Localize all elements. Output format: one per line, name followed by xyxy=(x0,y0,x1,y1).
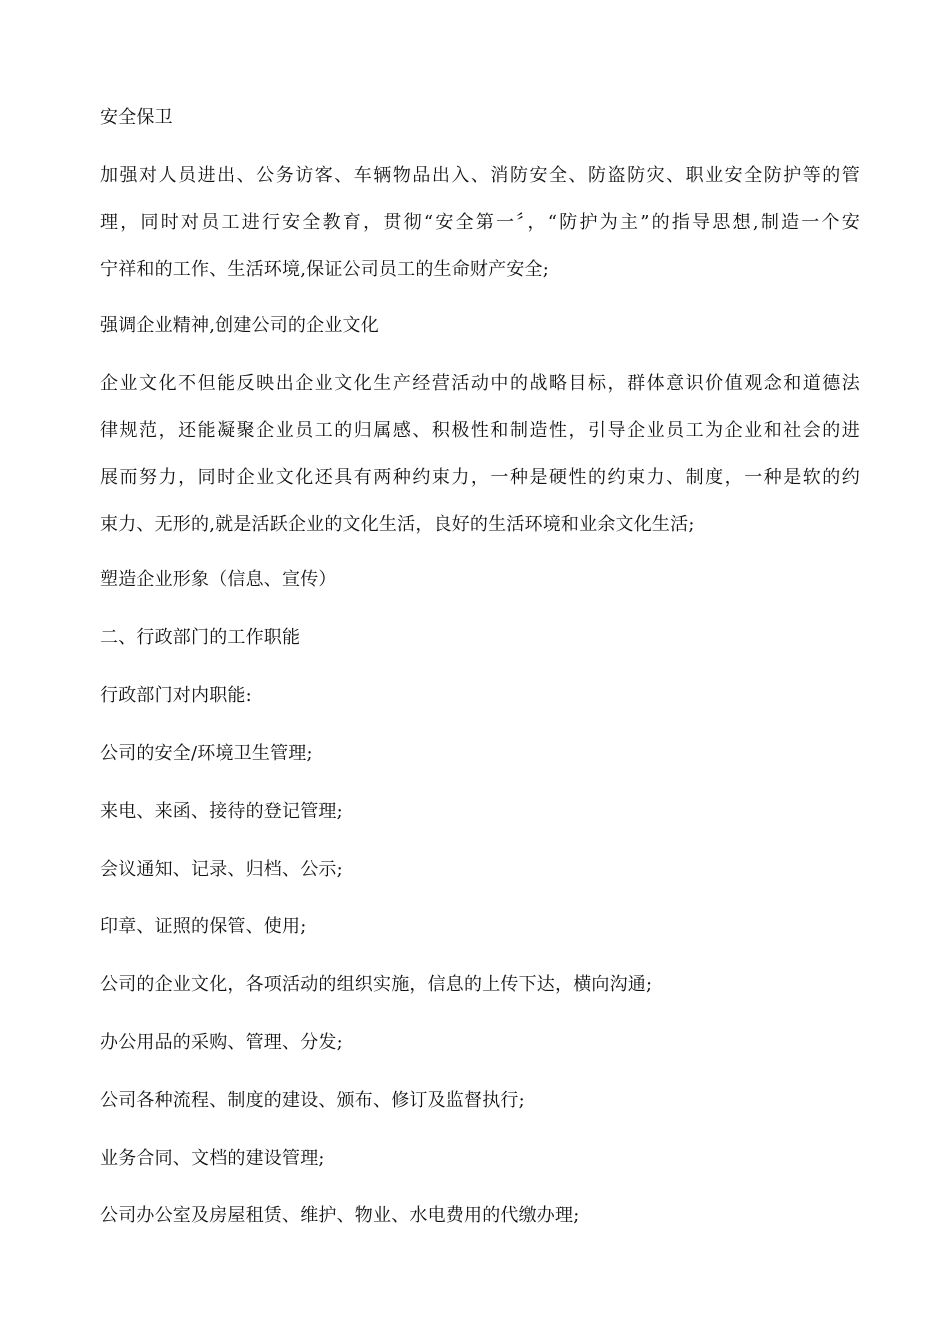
culture-line-1: 企业文化不但能反映出企业文化生产经营活动中的战略目标，群体意识价值观念和道德法 xyxy=(100,373,860,394)
heading-image: 塑造企业形象（信息、宣传） xyxy=(100,569,337,590)
internal-functions-title: 行政部门对内职能: xyxy=(100,685,252,706)
heading-security: 安全保卫 xyxy=(100,107,173,128)
security-paragraph xyxy=(100,163,860,283)
list-item: 来电、来函、接待的登记管理; xyxy=(100,801,343,822)
list-item: 印章、证照的保管、使用; xyxy=(100,916,307,937)
security-line-3: 宁祥和的工作、生活环境,保证公司员工的生命财产安全; xyxy=(100,259,549,280)
list-item: 会议通知、记录、归档、公示; xyxy=(100,859,343,880)
section-two-title: 二、行政部门的工作职能 xyxy=(100,627,301,648)
list-item: 办公用品的采购、管理、分发; xyxy=(100,1032,343,1053)
heading-culture: 强调企业精神,创建公司的企业文化 xyxy=(100,315,379,336)
culture-line-4: 束力、无形的,就是活跃企业的文化生活，良好的生活环境和业余文化生活; xyxy=(100,514,695,535)
list-item: 公司各种流程、制度的建设、颁布、修订及监督执行; xyxy=(100,1090,525,1111)
culture-line-2: 律规范，还能凝聚企业员工的归属感、积极性和制造性，引导企业员工为企业和社会的进 xyxy=(100,420,860,441)
list-item: 公司的安全/环境卫生管理; xyxy=(100,743,313,764)
security-line-2: 理，同时对员工进行安全教育，贯彻“安全第一〞，“防护为主”的指导思想,制造一个安 xyxy=(100,212,860,233)
security-line-1: 加强对人员进出、公务访客、车辆物品出入、消防安全、防盗防灾、职业安全防护等的管 xyxy=(100,165,860,186)
culture-line-3: 展而努力，同时企业文化还具有两种约束力，一种是硬性的约束力、制度，一种是软的约 xyxy=(100,467,860,488)
list-item: 公司办公室及房屋租赁、维护、物业、水电费用的代缴办理; xyxy=(100,1205,580,1226)
list-item: 公司的企业文化，各项活动的组织实施，信息的上传下达，横向沟通; xyxy=(100,974,653,995)
list-item: 业务合同、文档的建设管理; xyxy=(100,1148,325,1169)
culture-paragraph xyxy=(100,371,860,538)
